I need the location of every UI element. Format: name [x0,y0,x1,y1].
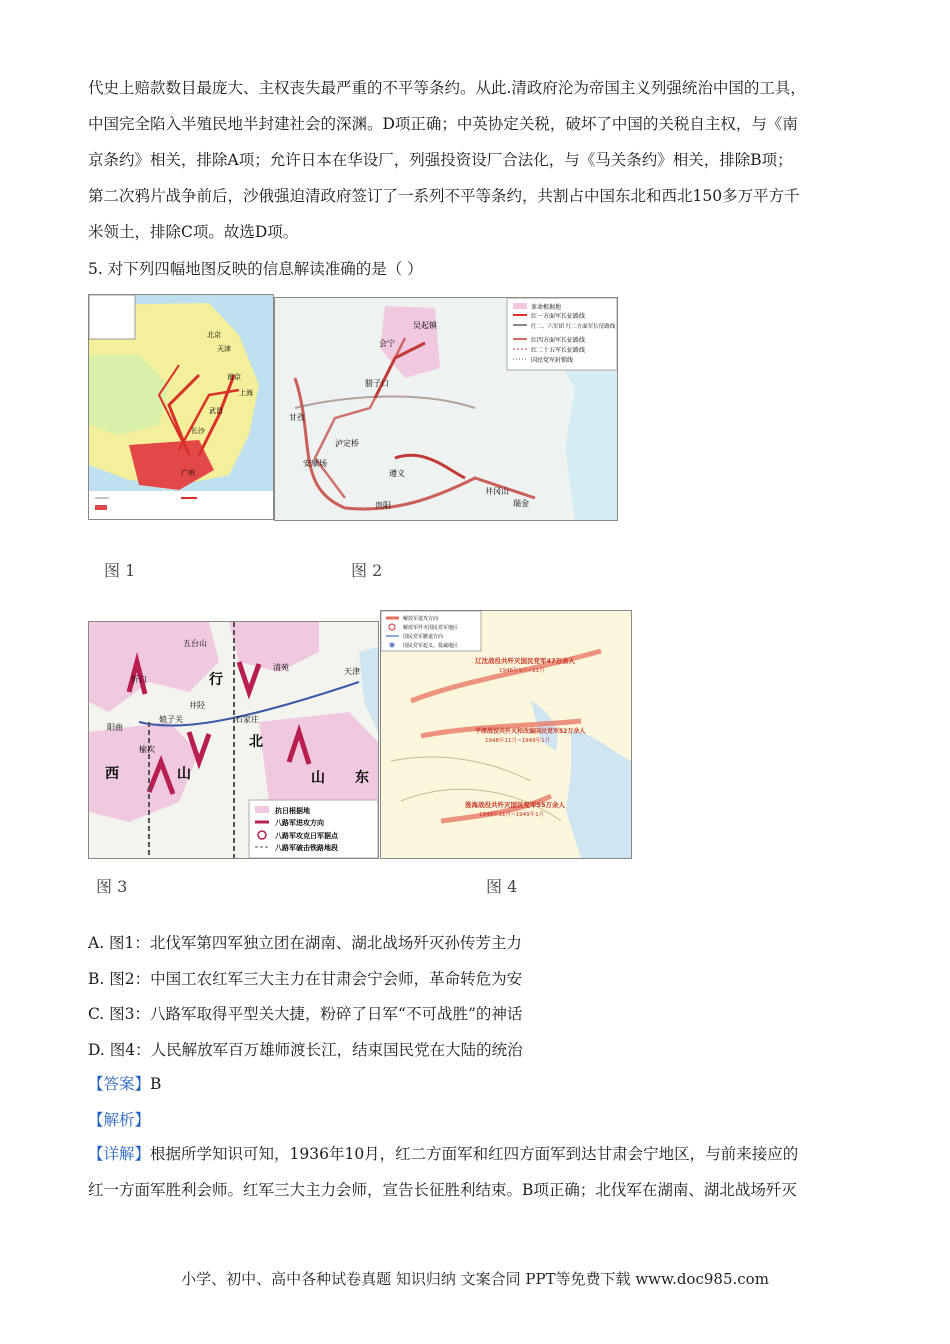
map3-label: 五台山 [183,639,207,648]
map4-legend: 解放军歼灭国民党军地区 [403,625,459,631]
answer-line [88,1072,161,1094]
intro-line: 京条约》相关，排除A项；允许日本在华设厂，列强投资设厂合法化，与《马关条约》相关，排除B项； [88,151,793,169]
option-d: D. 图4：人民解放军百万雄师渡长江，结束国民党在大陆的统治 [88,1041,523,1059]
map-1 [88,294,274,520]
map1-label: 长沙 [191,427,205,435]
map3-label: 清苑 [273,663,289,672]
analysis-label: 【解析】 [88,1111,151,1129]
map1-label: 上海 [239,389,253,397]
intro-line: 代史上赔款数目最庞大、主权丧失最严重的不平等条约。从此.清政府沦为帝国主义列强统治中国的工具， [88,79,806,97]
detail-text-1: 根据所学知识可知，1936年10月，红二方面军和红四方面军到达甘肃会宁地区，与前来接应的 [150,1145,799,1163]
intro-line: 第二次鸦片战争前后，沙俄强迫清政府签订了一系列不平等条约，共割占中国东北和西北150多万平方千 [88,187,800,205]
map3-label: 北 [249,734,263,750]
map2-label: 井冈山 [485,487,509,496]
intro-line: 米领土，排除C项。故选D项。 [88,223,299,241]
map4-legend: 解放军进攻方向 [403,616,439,622]
map4-legend: 国民党军起义、投诚地区 [403,643,459,649]
detail-label: 【详解】 [88,1145,151,1163]
map3-label: 忻口 [131,675,147,684]
map3-legend: 八路军破击铁路地段 [275,844,338,852]
map1-label: 武昌 [209,407,223,415]
map2-label: 瑞金 [513,499,529,508]
map4-label: 1948年11月~1949年1月 [479,812,545,818]
map2-label: 泸定桥 [335,439,359,448]
map-3 [88,621,379,859]
map2-label: 腊子口 [365,379,389,388]
intro-line: 中国完全陷入半殖民地半封建社会的深渊。D项正确；中英协定关税，破坏了中国的关税自主权，与《南 [88,115,798,133]
answer-value: B [150,1075,162,1093]
detail-paragraph [88,1136,858,1208]
map2-label: 会宁 [379,339,395,348]
map2-label: 安顺场 [303,459,327,468]
detail-line [88,1136,858,1172]
intro-paragraph [88,70,858,250]
footer-text: 小学、初中、高中各种试卷真题 知识归纳 文案合同 PPT等免费下载 www.doc985.com [181,1270,769,1288]
analysis-line [88,1108,150,1130]
map2-legend: 红一方面军长征路线 [531,313,586,320]
map4-legend: 国民党军撤退方向 [403,634,444,640]
map3-label: 阳曲 [107,723,123,732]
map1-label: 北京 [207,331,221,339]
map2-legend: 革命根据地 [531,304,562,311]
option-c: C. 图3：八路军取得平型关大捷，粉碎了日军“不可战胜”的神话 [88,1005,523,1023]
map2-label: 贵阳 [375,501,391,510]
question-5: 5. 对下列四幅地图反映的信息解读准确的是（ ） [88,260,423,278]
map2-legend: 红四方面军长征路线 [531,337,586,344]
map3-legend: 抗日根据地 [275,807,310,815]
map2-legend: 红二、六军团 红二方面军长征路线 [531,324,616,330]
map3-label: 山 [177,766,191,782]
map2-label: 吴起镇 [413,321,437,330]
map4-label: 平津战役共歼灭和改编国民党军52万余人 [475,728,586,735]
map3-label: 榆次 [139,745,155,754]
map4-label: 辽沈战役共歼灭国民党军47万余人 [475,657,576,665]
option-b: B. 图2：中国工农红军三大主力在甘肃会宁会师，革命转危为安 [88,970,523,988]
map2-label: 甘孜 [289,413,305,422]
detail-text-2: 红一方面军胜利会师。红军三大主力会师，宣告长征胜利结束。B项正确；北伐军在湖南、湖北战场歼灭 [88,1181,797,1199]
map4-label: 淮海战役共歼灭国民党军55万余人 [465,801,566,809]
map-2 [274,297,618,521]
map3-label: 西 [105,766,119,782]
map3-label: 天津 [344,667,360,676]
map3-legend: 八路军攻克日军据点 [275,832,338,840]
map2-label: 遵义 [389,469,405,478]
map-4 [380,610,632,859]
map-1-caption: 图 1 [104,561,136,580]
map3-label: 娘子关 [159,715,183,724]
answer-label: 【答案】 [88,1075,151,1093]
map3-legend: 八路军进攻方向 [275,819,324,827]
map4-label: 1948年11月~1949年1月 [485,738,551,744]
map1-label: 广州 [181,469,195,477]
map3-label: 行 [209,672,223,688]
map-2-caption: 图 2 [351,561,383,580]
map3-label: 东 [355,770,369,786]
map3-label: 井陉 [189,701,205,710]
map3-label: 山 [311,770,325,786]
map1-label: 天津 [217,345,231,353]
map-4-caption: 图 4 [486,877,518,896]
option-a: A. 图1：北伐军第四军独立团在湖南、湖北战场歼灭孙传芳主力 [88,934,522,952]
map3-label: 石家庄 [235,715,259,724]
map4-label: 1948年9月~11月 [499,668,545,674]
map2-legend: 红二十五军长征路线 [531,347,586,354]
map1-label: 南京 [227,373,241,381]
map2-legend: 国民党军封锁线 [531,357,574,364]
map-3-caption: 图 3 [96,877,128,896]
